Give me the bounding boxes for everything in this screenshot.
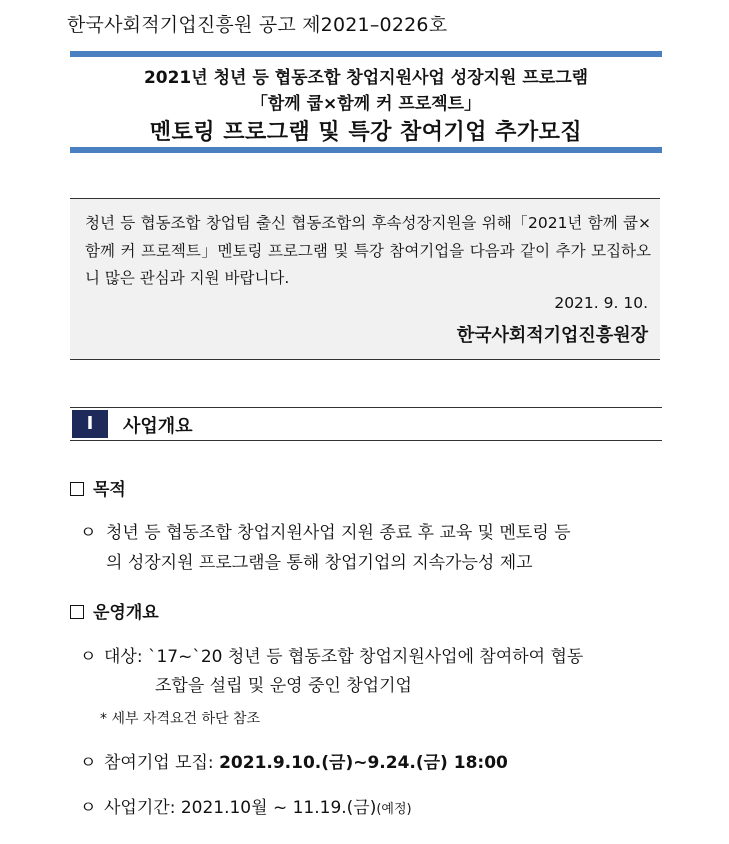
project-period xyxy=(104,793,412,818)
section-title: 사업개요 xyxy=(123,416,193,437)
title-bottom-bar xyxy=(70,147,662,153)
overview-heading-label: 운영개요 xyxy=(93,603,159,623)
purpose-heading xyxy=(70,475,126,500)
title-line-2: 「함께 쿱×함께 커 프로젝트」 xyxy=(250,94,482,114)
recruit-label: 참여기업 모집: xyxy=(104,753,214,773)
period-value: 2021.10월 ~ 11.19.(금) xyxy=(180,798,377,818)
intro-text: 청년 등 협동조합 창업팀 출신 협동조합의 후속성장지원을 위해「2021년 함께 쿱×함께 커 프로젝트」멘토링 프로그램 및 특강 참여기업을 다음과 같이 추가 모집하오니 많은 관심과 지원 바랍니다. xyxy=(85,214,651,287)
announcement-date: 2021. 9. 10. xyxy=(554,294,648,312)
notice-number: 한국사회적기업진흥원 공고 제2021–0226호 xyxy=(67,14,448,36)
purpose-line-2: 의 성장지원 프로그램을 통해 창업기업의 지속가능성 제고 xyxy=(106,553,533,573)
bullet-icon: ㅇ xyxy=(80,753,97,773)
period-suffix: (예정) xyxy=(376,802,412,817)
target-line-1: 대상: `17~`20 청년 등 협동조합 창업지원사업에 참여하여 협동 xyxy=(104,647,584,667)
purpose-line-1: 청년 등 협동조합 창업지원사업 지원 종료 후 교육 및 멘토링 등 xyxy=(106,523,571,543)
intro-box xyxy=(70,198,660,360)
bullet-icon: ㅇ xyxy=(80,647,97,667)
eligibility-note: * 세부 자격요건 하단 참조 xyxy=(100,711,261,727)
period-label: 사업기간: xyxy=(104,798,176,818)
section-number: I xyxy=(72,410,108,438)
checkbox-square-icon xyxy=(70,482,84,496)
checkbox-square-icon xyxy=(70,605,84,619)
bullet-icon: ㅇ xyxy=(80,798,97,818)
issuer-name: 한국사회적기업진흥원장 xyxy=(456,325,648,346)
recruit-period xyxy=(104,748,508,773)
section-header xyxy=(70,407,662,441)
target-line-2: 조합을 설립 및 운영 중인 창업기업 xyxy=(155,676,412,696)
purpose-heading-label: 목적 xyxy=(93,480,126,500)
title-line-1: 2021년 청년 등 협동조합 창업지원사업 성장지원 프로그램 xyxy=(143,68,589,88)
title-box xyxy=(70,51,662,152)
bullet-icon: ㅇ xyxy=(80,523,97,543)
overview-heading xyxy=(70,598,159,623)
title-top-bar xyxy=(70,51,662,57)
page-title: 멘토링 프로그램 및 특강 참여기업 추가모집 xyxy=(149,120,583,145)
recruit-value: 2021.9.10.(금)~9.24.(금) 18:00 xyxy=(219,753,508,773)
